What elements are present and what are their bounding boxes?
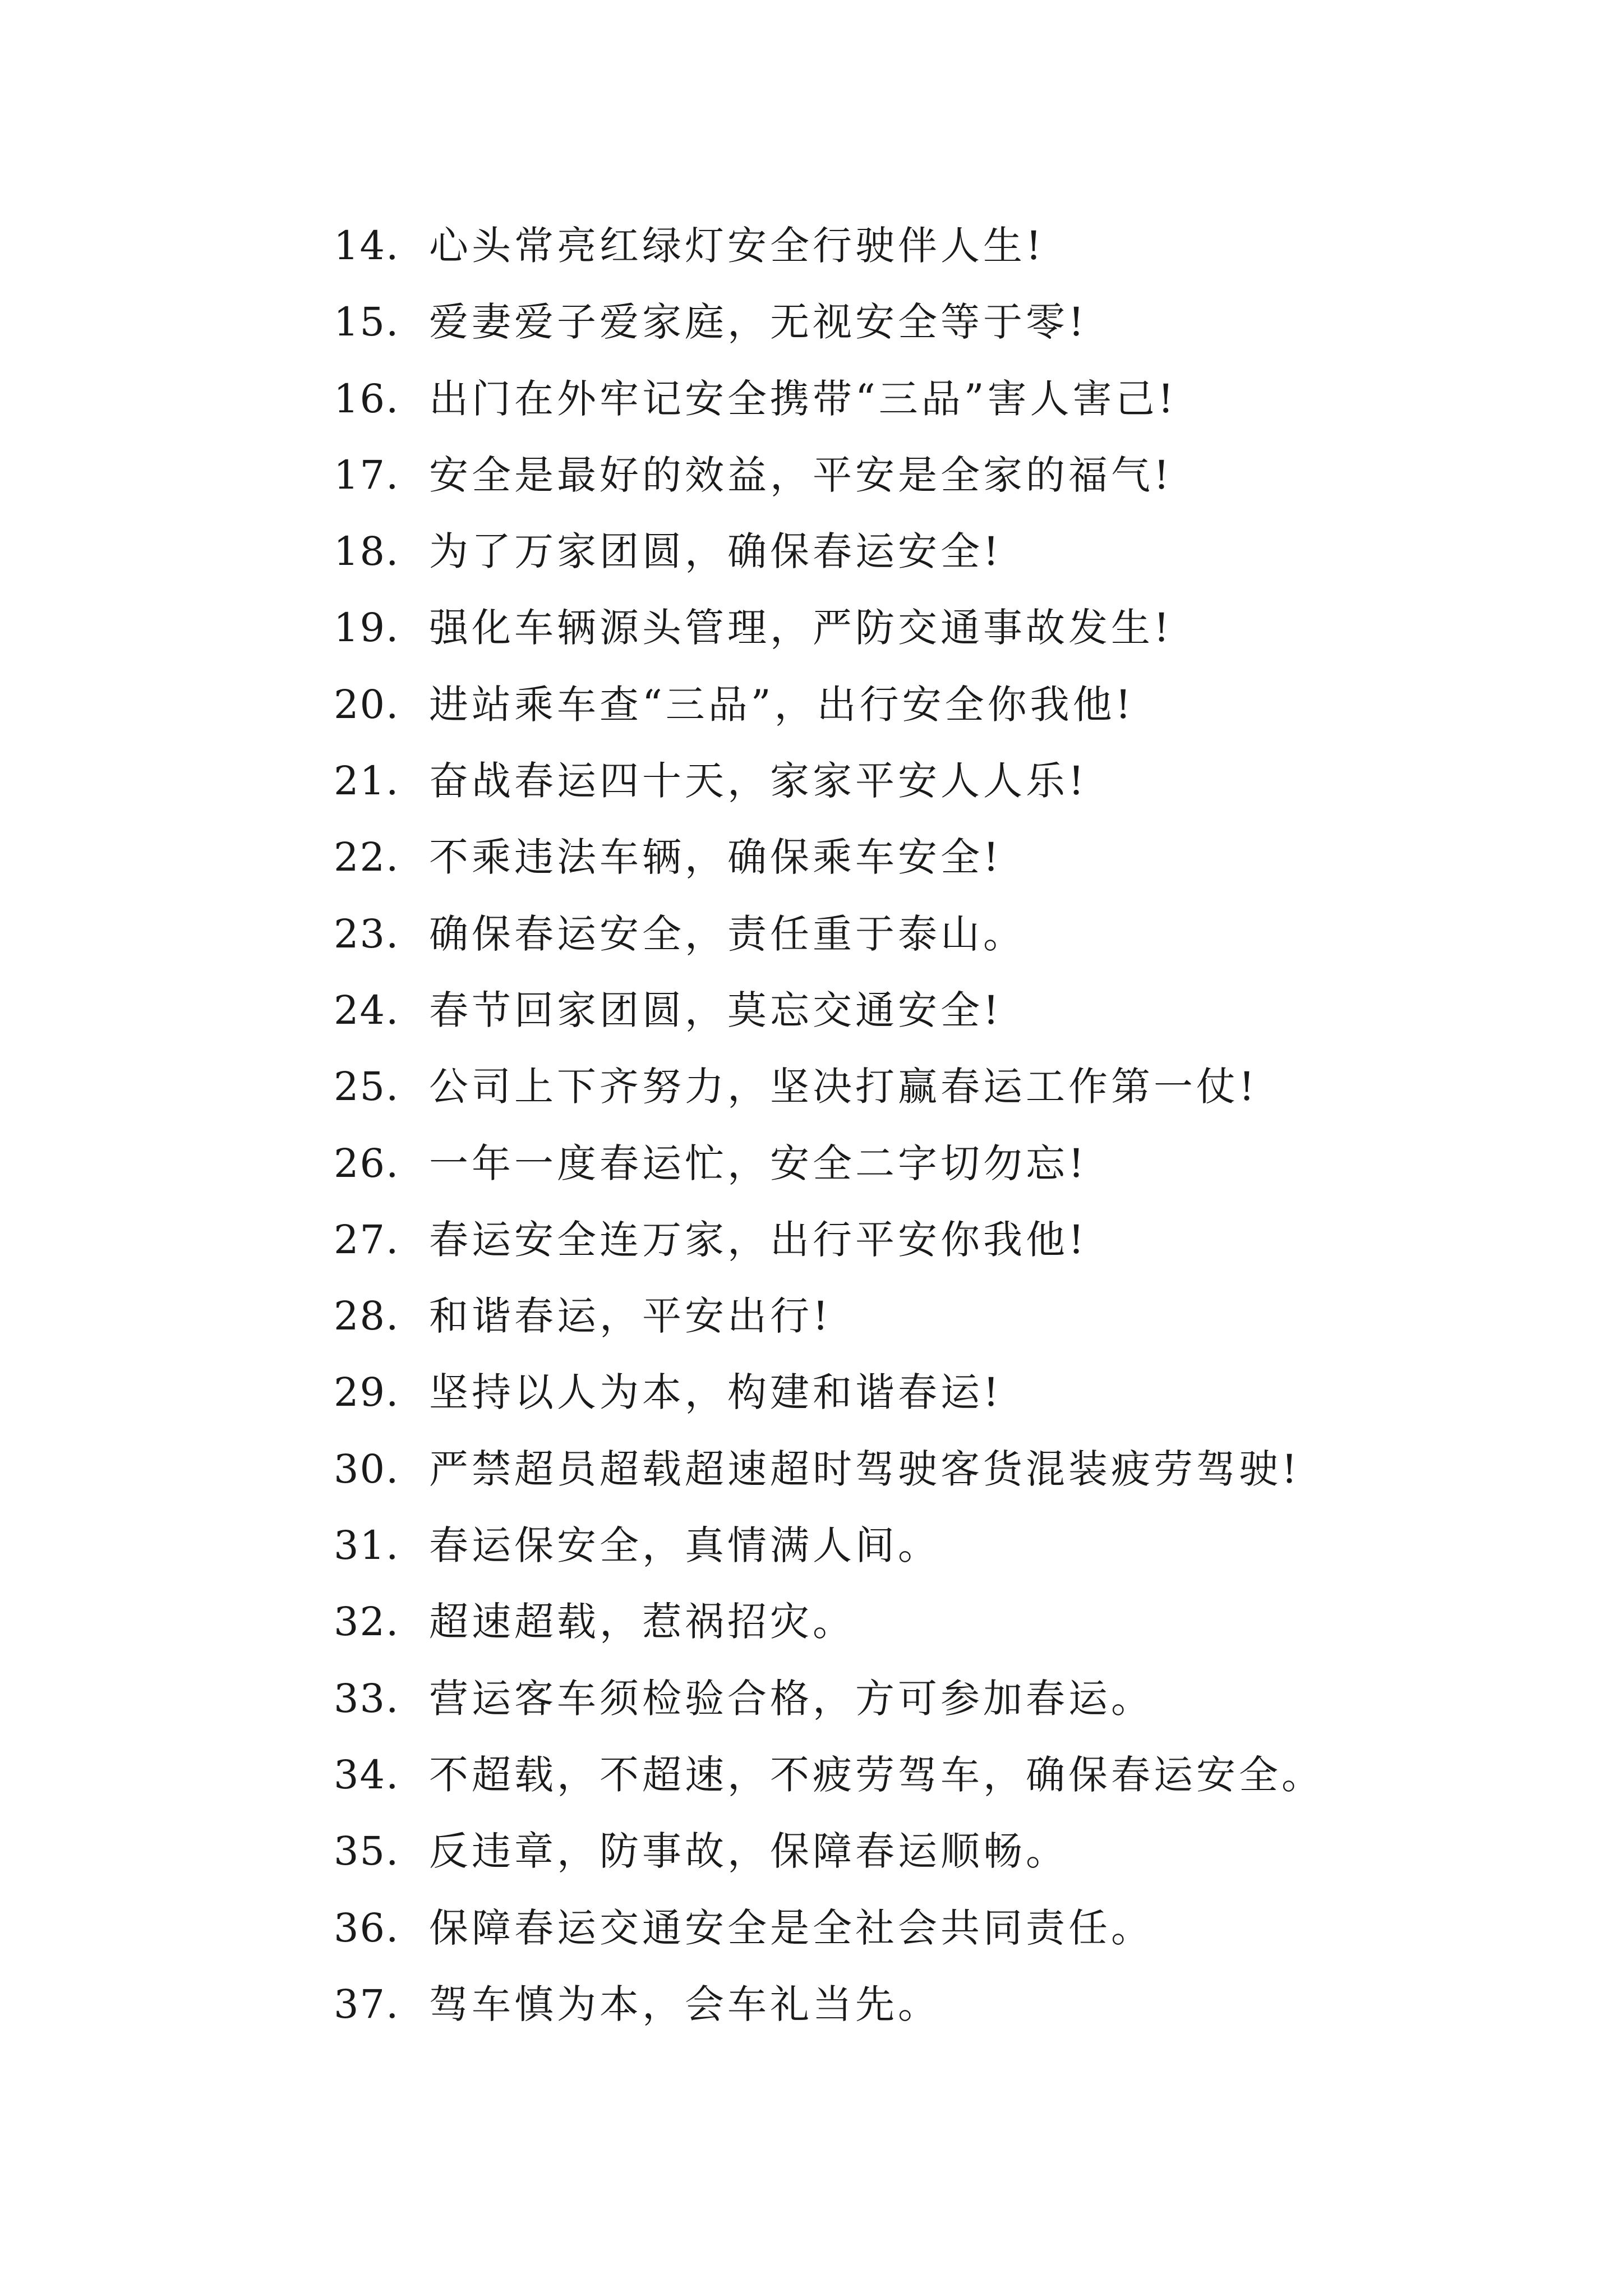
- list-item: [334, 1512, 1511, 1588]
- item-number: 17.: [334, 452, 400, 498]
- item-text: 强化车辆源头管理，严防交通事故发生!: [429, 605, 1173, 651]
- item-text: 为了万家团圆，确保春运安全!: [429, 528, 1003, 575]
- item-text: 安全是最好的效益，平安是全家的福气!: [429, 452, 1173, 498]
- item-text: 春运安全连万家，出行平安你我他!: [429, 1216, 1088, 1263]
- item-text: 出门在外牢记安全携带“三品”害人害己!: [429, 375, 1177, 422]
- item-number: 26.: [334, 1140, 400, 1186]
- item-text: 不超载，不超速，不疲劳驾车，确保春运安全。: [429, 1751, 1324, 1798]
- item-text: 营运客车须检验合格，方可参加春运。: [429, 1675, 1154, 1722]
- list-item: [334, 1588, 1511, 1664]
- list-item: [334, 977, 1511, 1053]
- item-text: 和谐春运，平安出行!: [429, 1293, 832, 1340]
- item-number: 32.: [334, 1599, 400, 1645]
- item-number: 35.: [334, 1828, 400, 1875]
- item-text: 进站乘车查“三品”，出行安全你我他!: [429, 681, 1135, 728]
- item-number: 29.: [334, 1369, 400, 1416]
- item-number: 19.: [334, 605, 400, 651]
- item-number: 30.: [334, 1446, 400, 1492]
- item-text: 严禁超员超载超速超时驾驶客货混装疲劳驾驶!: [429, 1446, 1301, 1492]
- item-number: 31.: [334, 1522, 400, 1569]
- list-item: [334, 1053, 1511, 1129]
- item-number: 27.: [334, 1216, 400, 1263]
- item-number: 21.: [334, 758, 400, 804]
- item-number: 25.: [334, 1064, 400, 1110]
- list-item: [334, 1818, 1511, 1894]
- list-item: [334, 747, 1511, 823]
- item-text: 一年一度春运忙，安全二字切勿忘!: [429, 1140, 1088, 1186]
- item-text: 心头常亮红绿灯安全行驶伴人生!: [429, 223, 1045, 269]
- list-item: [334, 518, 1511, 594]
- list-item: [334, 288, 1511, 365]
- item-number: 16.: [334, 375, 400, 422]
- list-item: [334, 1130, 1511, 1206]
- list-item: [334, 900, 1511, 977]
- item-number: 15.: [334, 299, 400, 346]
- item-text: 保障春运交通安全是全社会共同责任。: [429, 1904, 1154, 1951]
- list-item: [334, 365, 1511, 441]
- item-number: 36.: [334, 1904, 400, 1951]
- item-text: 不乘违法车辆，确保乘车安全!: [429, 834, 1003, 881]
- list-item: [334, 1971, 1511, 2047]
- list-item: [334, 671, 1511, 747]
- item-text: 春运保安全，真情满人间。: [429, 1522, 940, 1569]
- list-item: [334, 1206, 1511, 1282]
- list-item: [334, 594, 1511, 670]
- list-item: [334, 1435, 1511, 1512]
- item-text: 春节回家团圆，莫忘交通安全!: [429, 987, 1003, 1033]
- list-item: [334, 441, 1511, 518]
- item-text: 驾车慎为本，会车礼当先。: [429, 1981, 940, 2027]
- list-item: [334, 823, 1511, 900]
- list-item: [334, 1894, 1511, 1971]
- item-number: 14.: [334, 223, 400, 269]
- item-number: 22.: [334, 834, 400, 881]
- list-item: [334, 212, 1511, 288]
- item-number: 24.: [334, 987, 400, 1033]
- list-item: [334, 1741, 1511, 1818]
- item-text: 坚持以人为本，构建和谐春运!: [429, 1369, 1003, 1416]
- item-number: 34.: [334, 1751, 400, 1798]
- item-number: 37.: [334, 1981, 400, 2027]
- item-text: 爱妻爱子爱家庭，无视安全等于零!: [429, 299, 1088, 346]
- item-number: 20.: [334, 681, 400, 728]
- item-text: 奋战春运四十天，家家平安人人乐!: [429, 758, 1088, 804]
- list-item: [334, 1282, 1511, 1359]
- list-item: [334, 1359, 1511, 1435]
- item-text: 公司上下齐努力，坚决打赢春运工作第一仗!: [429, 1064, 1258, 1110]
- item-number: 33.: [334, 1675, 400, 1722]
- item-number: 23.: [334, 910, 400, 957]
- slogan-list: [334, 212, 1511, 2047]
- item-text: 超速超载，惹祸招灾。: [429, 1599, 855, 1645]
- item-text: 确保春运安全，责任重于泰山。: [429, 910, 1026, 957]
- item-number: 18.: [334, 528, 400, 575]
- item-text: 反违章，防事故，保障春运顺畅。: [429, 1828, 1068, 1875]
- item-number: 28.: [334, 1293, 400, 1340]
- list-item: [334, 1665, 1511, 1741]
